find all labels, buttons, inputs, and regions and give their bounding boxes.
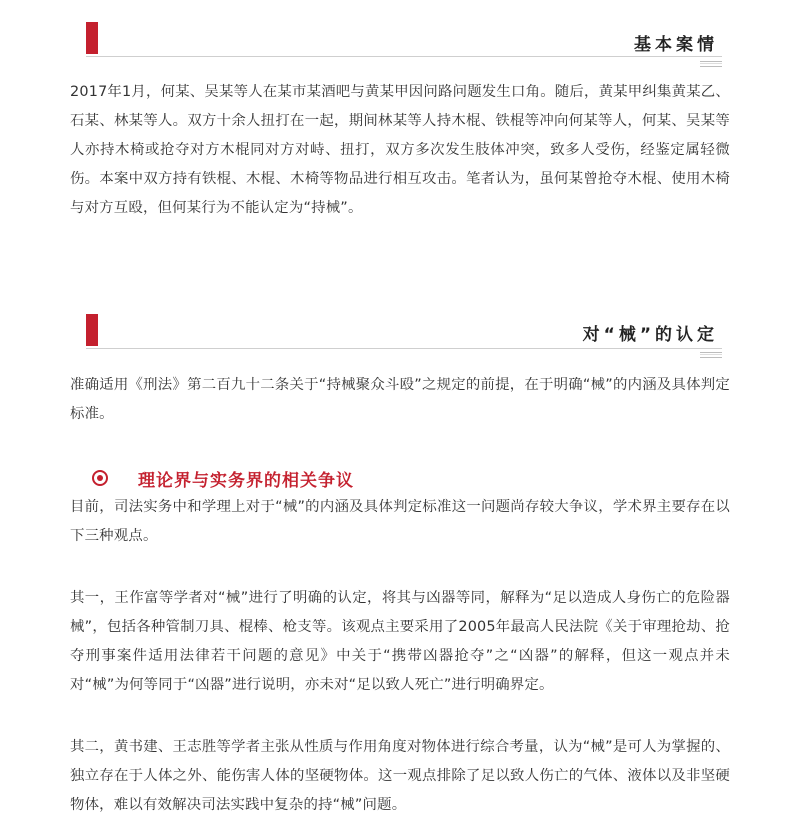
section-title: 对“械”的认定 (582, 325, 718, 345)
section-header-basic-facts (0, 20, 800, 80)
subheading-label: 理论界与实务界的相关争议 (138, 470, 354, 491)
bullet-target-icon (92, 470, 108, 486)
divider-end-ornament (700, 352, 722, 358)
section-title: 基本案情 (634, 35, 718, 55)
view-one-paragraph: 其一，王作富等学者对“械”进行了明确的认定，将其与凶器等同，解释为“足以造成人身伤亡的危险器械”，包括各种管制刀具、棍棒、枪支等。该观点主要采用了2005年最高人民法院《关于审理抢劫、抢夺刑事案件适用法律若干问题的意见》中关于“携带凶器抢夺”之“凶器”的解释，但这一观点并未对“械”为何等同于“凶器”进行说明，亦未对“足以致人死亡”进行明确界定。 (70, 590, 730, 693)
intro-paragraph: 准确适用《刑法》第二百九十二条关于“持械聚众斗殴”之规定的前提，在于明确“械”的内涵及具体判定标准。 (70, 377, 730, 422)
section-header-weapon-definition (0, 314, 800, 374)
dispute-overview-paragraph: 目前，司法实务中和学理上对于“械”的内涵及具体判定标准这一问题尚存较大争议，学术界主要存在以下三种观点。 (70, 499, 730, 544)
section-divider (86, 56, 722, 57)
section-marker (86, 22, 98, 54)
section-divider (86, 348, 722, 349)
subheading-dispute (92, 464, 354, 492)
divider-end-ornament (700, 61, 722, 67)
case-facts-paragraph: 2017年1月，何某、吴某等人在某市某酒吧与黄某甲因问路问题发生口角。随后，黄某甲纠集黄某乙、石某、林某等人。双方十余人扭打在一起，期间林某等人持木棍、铁棍等冲向何某等人，何某、吴某等人亦持木椅或抢夺对方木棍同对方对峙、扭打，双方多次发生肢体冲突，致多人受伤，经鉴定属轻微伤。本案中双方持有铁棍、木棍、木椅等物品进行相互攻击。笔者认为，虽何某曾抢夺木棍、使用木椅与对方互殴，但何某行为不能认定为“持械”。 (70, 84, 730, 216)
section-marker (86, 314, 98, 346)
view-two-paragraph: 其二，黄书建、王志胜等学者主张从性质与作用角度对物体进行综合考量，认为“械”是可人为掌握的、独立存在于人体之外、能伤害人体的坚硬物体。这一观点排除了足以致人伤亡的气体、液体以及非坚硬物体，难以有效解决司法实践中复杂的持“械”问题。 (70, 739, 730, 813)
